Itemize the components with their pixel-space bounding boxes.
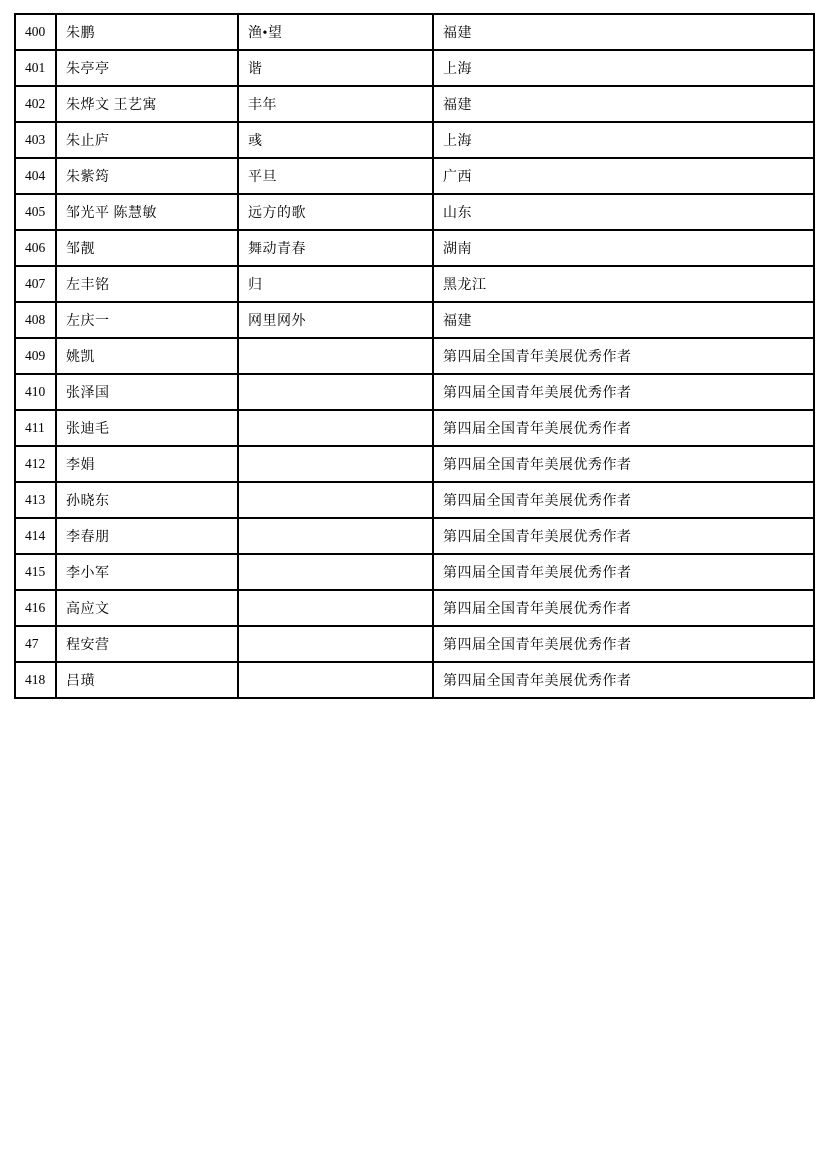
region-note-cell: 福建 (433, 302, 814, 338)
row-number-cell: 409 (15, 338, 56, 374)
row-number-cell: 47 (15, 626, 56, 662)
row-number-cell: 403 (15, 122, 56, 158)
artwork-title-cell (238, 626, 433, 662)
author-name-cell: 高应文 (56, 590, 238, 626)
table-row (15, 482, 814, 518)
author-name-cell: 程安营 (56, 626, 238, 662)
row-number-cell: 415 (15, 554, 56, 590)
artwork-title-cell: 彧 (238, 122, 433, 158)
table-row (15, 122, 814, 158)
author-name-cell: 邹光平 陈慧敏 (56, 194, 238, 230)
row-number-cell: 414 (15, 518, 56, 554)
region-note-cell: 第四届全国青年美展优秀作者 (433, 482, 814, 518)
author-name-cell: 朱鹏 (56, 14, 238, 50)
region-note-cell: 第四届全国青年美展优秀作者 (433, 518, 814, 554)
artwork-title-cell: 归 (238, 266, 433, 302)
region-note-cell: 第四届全国青年美展优秀作者 (433, 590, 814, 626)
row-number-cell: 406 (15, 230, 56, 266)
row-number-cell: 416 (15, 590, 56, 626)
row-number-cell: 410 (15, 374, 56, 410)
table-row (15, 518, 814, 554)
artwork-title-cell (238, 554, 433, 590)
table-row (15, 338, 814, 374)
artwork-title-cell: 平旦 (238, 158, 433, 194)
region-note-cell: 黑龙江 (433, 266, 814, 302)
awards-table-body (15, 14, 814, 698)
artwork-title-cell: 渔•望 (238, 14, 433, 50)
artwork-title-cell (238, 662, 433, 698)
region-note-cell: 福建 (433, 86, 814, 122)
artwork-title-cell (238, 374, 433, 410)
region-note-cell: 福建 (433, 14, 814, 50)
author-name-cell: 邹靓 (56, 230, 238, 266)
author-name-cell: 张迪毛 (56, 410, 238, 446)
author-name-cell: 左庆一 (56, 302, 238, 338)
table-row (15, 410, 814, 446)
artwork-title-cell: 谐 (238, 50, 433, 86)
table-row (15, 50, 814, 86)
region-note-cell: 第四届全国青年美展优秀作者 (433, 410, 814, 446)
row-number-cell: 407 (15, 266, 56, 302)
artwork-title-cell: 丰年 (238, 86, 433, 122)
row-number-cell: 408 (15, 302, 56, 338)
row-number-cell: 412 (15, 446, 56, 482)
region-note-cell: 湖南 (433, 230, 814, 266)
artwork-title-cell (238, 446, 433, 482)
author-name-cell: 李春朋 (56, 518, 238, 554)
table-row (15, 554, 814, 590)
region-note-cell: 第四届全国青年美展优秀作者 (433, 626, 814, 662)
artwork-title-cell: 网里网外 (238, 302, 433, 338)
author-name-cell: 朱亭亭 (56, 50, 238, 86)
table-row (15, 626, 814, 662)
table-row (15, 446, 814, 482)
awards-table (14, 13, 815, 699)
row-number-cell: 413 (15, 482, 56, 518)
table-row (15, 86, 814, 122)
artwork-title-cell: 舞动青春 (238, 230, 433, 266)
table-row (15, 374, 814, 410)
artwork-title-cell: 远方的歌 (238, 194, 433, 230)
table-row (15, 302, 814, 338)
row-number-cell: 400 (15, 14, 56, 50)
table-row (15, 266, 814, 302)
artwork-title-cell (238, 590, 433, 626)
region-note-cell: 第四届全国青年美展优秀作者 (433, 446, 814, 482)
author-name-cell: 朱烨文 王艺寓 (56, 86, 238, 122)
row-number-cell: 418 (15, 662, 56, 698)
region-note-cell: 第四届全国青年美展优秀作者 (433, 554, 814, 590)
region-note-cell: 山东 (433, 194, 814, 230)
region-note-cell: 第四届全国青年美展优秀作者 (433, 338, 814, 374)
row-number-cell: 405 (15, 194, 56, 230)
author-name-cell: 李娟 (56, 446, 238, 482)
region-note-cell: 广西 (433, 158, 814, 194)
region-note-cell: 上海 (433, 122, 814, 158)
table-row (15, 590, 814, 626)
author-name-cell: 吕璜 (56, 662, 238, 698)
author-name-cell: 朱止庐 (56, 122, 238, 158)
artwork-title-cell (238, 482, 433, 518)
row-number-cell: 411 (15, 410, 56, 446)
region-note-cell: 第四届全国青年美展优秀作者 (433, 374, 814, 410)
author-name-cell: 张泽国 (56, 374, 238, 410)
author-name-cell: 左丰铭 (56, 266, 238, 302)
region-note-cell: 上海 (433, 50, 814, 86)
artwork-title-cell (238, 338, 433, 374)
author-name-cell: 李小军 (56, 554, 238, 590)
author-name-cell: 姚凯 (56, 338, 238, 374)
region-note-cell: 第四届全国青年美展优秀作者 (433, 662, 814, 698)
artwork-title-cell (238, 518, 433, 554)
table-row (15, 230, 814, 266)
artwork-title-cell (238, 410, 433, 446)
author-name-cell: 朱紫筠 (56, 158, 238, 194)
row-number-cell: 401 (15, 50, 56, 86)
row-number-cell: 402 (15, 86, 56, 122)
row-number-cell: 404 (15, 158, 56, 194)
table-row (15, 194, 814, 230)
author-name-cell: 孙晓东 (56, 482, 238, 518)
table-row (15, 14, 814, 50)
table-row (15, 158, 814, 194)
table-row (15, 662, 814, 698)
